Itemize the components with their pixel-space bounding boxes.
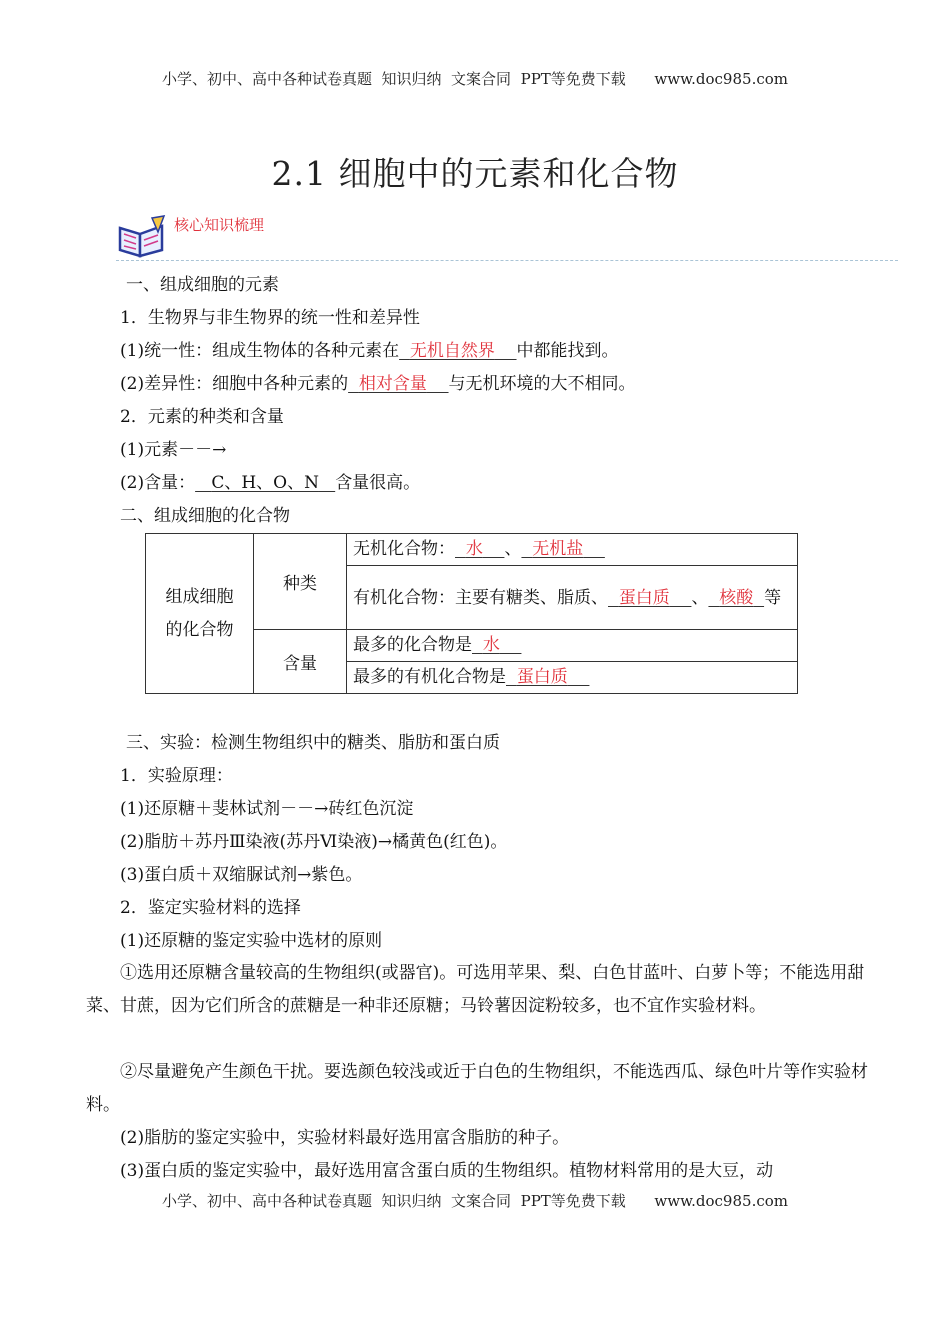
- table-cell-most-organic: 最多的有机化合物是 蛋白质: [347, 662, 798, 694]
- paragraph-color-interference: ②尽量避免产生颜色干扰。要选颜色较浅或近于白色的生物组织，不能选西瓜、绿色叶片等作实验材料。: [86, 1062, 868, 1115]
- heading-elements: 一、组成细胞的元素: [126, 275, 279, 295]
- line-difference: [120, 371, 636, 397]
- answer-text: 相对含量: [358, 374, 427, 394]
- line-text: 与无机环境的大不相同。: [448, 374, 636, 394]
- compounds-table: [145, 533, 798, 694]
- line-text: 含量很高。: [335, 473, 421, 493]
- subheading-principle: 1．实验原理：: [120, 766, 233, 786]
- table-cell-most: 最多的化合物是 水: [347, 630, 798, 662]
- table-cell-organic: 有机化合物：主要有糖类、脂质、 蛋白质 、 核酸 等: [347, 566, 798, 630]
- line-text: (1)统一性：组成生物体的各种元素在: [120, 341, 400, 361]
- blank-pad: [319, 473, 335, 493]
- section-divider: [116, 260, 898, 261]
- section-label: 核心知识梳理: [174, 216, 265, 234]
- table-group-cell: 组成细胞的化合物: [146, 534, 254, 694]
- blank-pad: [195, 473, 211, 493]
- subheading-kinds: 2．元素的种类和含量: [120, 407, 284, 427]
- line-reducing-sugar: (1)还原糖＋斐林试剂－－→砖红色沉淀: [120, 799, 414, 819]
- line-fat: (2)脂肪＋苏丹Ⅲ染液(苏丹Ⅵ染液)→橘黄色(红色)。: [120, 832, 508, 852]
- blank-pad: [427, 374, 449, 394]
- blank-pad: [399, 341, 410, 361]
- table-cell-inorganic: 无机化合物： 水 、 无机盐: [347, 534, 798, 566]
- subheading-materials: 2．鉴定实验材料的选择: [120, 898, 301, 918]
- line-text: (2)差异性：细胞中各种元素的: [120, 374, 349, 394]
- page-header: 小学、初中、高中各种试卷真题 知识归纳 文案合同 PPT等免费下载 www.doc985.com: [161, 70, 788, 88]
- answer-text: C、H、O、N: [211, 473, 319, 493]
- answer-text: 蛋白质: [516, 667, 568, 687]
- line-content: [120, 470, 420, 496]
- line-sugar-materials: (1)还原糖的鉴定实验中选材的原则: [120, 931, 383, 951]
- page-footer: 小学、初中、高中各种试卷真题 知识归纳 文案合同 PPT等免费下载 www.doc985.com: [161, 1192, 788, 1210]
- blank-pad: [348, 374, 359, 394]
- line-protein: (3)蛋白质＋双缩脲试剂→紫色。: [120, 865, 363, 885]
- page-title: 2.1 细胞中的元素和化合物: [271, 154, 679, 193]
- line-unity: [120, 338, 619, 364]
- line-text: (2)含量：: [120, 473, 196, 493]
- heading-compounds: 二、组成细胞的化合物: [120, 506, 290, 526]
- blank-pad: [495, 341, 517, 361]
- answer-text: 水: [465, 539, 483, 559]
- heading-experiment: 三、实验：检测生物组织中的糖类、脂肪和蛋白质: [126, 733, 500, 753]
- book-pen-icon: [116, 214, 170, 260]
- answer-text: 核酸: [719, 587, 754, 608]
- table-kind-label: 种类: [254, 534, 347, 630]
- line-protein-materials: (3)蛋白质的鉴定实验中，最好选用富含蛋白质的生物组织。植物材料常用的是大豆，动: [120, 1161, 774, 1181]
- answer-text: 无机自然界: [409, 341, 495, 361]
- line-fat-materials: (2)脂肪的鉴定实验中，实验材料最好选用富含脂肪的种子。: [120, 1128, 570, 1148]
- table-amount-label: 含量: [254, 630, 347, 694]
- subheading-unity: 1．生物界与非生物界的统一性和差异性: [120, 308, 420, 328]
- answer-text: 水: [482, 635, 500, 655]
- line-text: 中都能找到。: [516, 341, 619, 361]
- line-elements: (1)元素－－→: [120, 440, 227, 460]
- paragraph-sugar-choice: ①选用还原糖含量较高的生物组织(或器官)。可选用苹果、梨、白色甘蓝叶、白萝卜等；不能选用甜菜、甘蔗，因为它们所含的蔗糖是一种非还原糖；马铃薯因淀粉较多，也不宜作实验材料。: [86, 963, 865, 1016]
- answer-text: 蛋白质: [618, 587, 670, 608]
- answer-text: 无机盐: [532, 539, 584, 559]
